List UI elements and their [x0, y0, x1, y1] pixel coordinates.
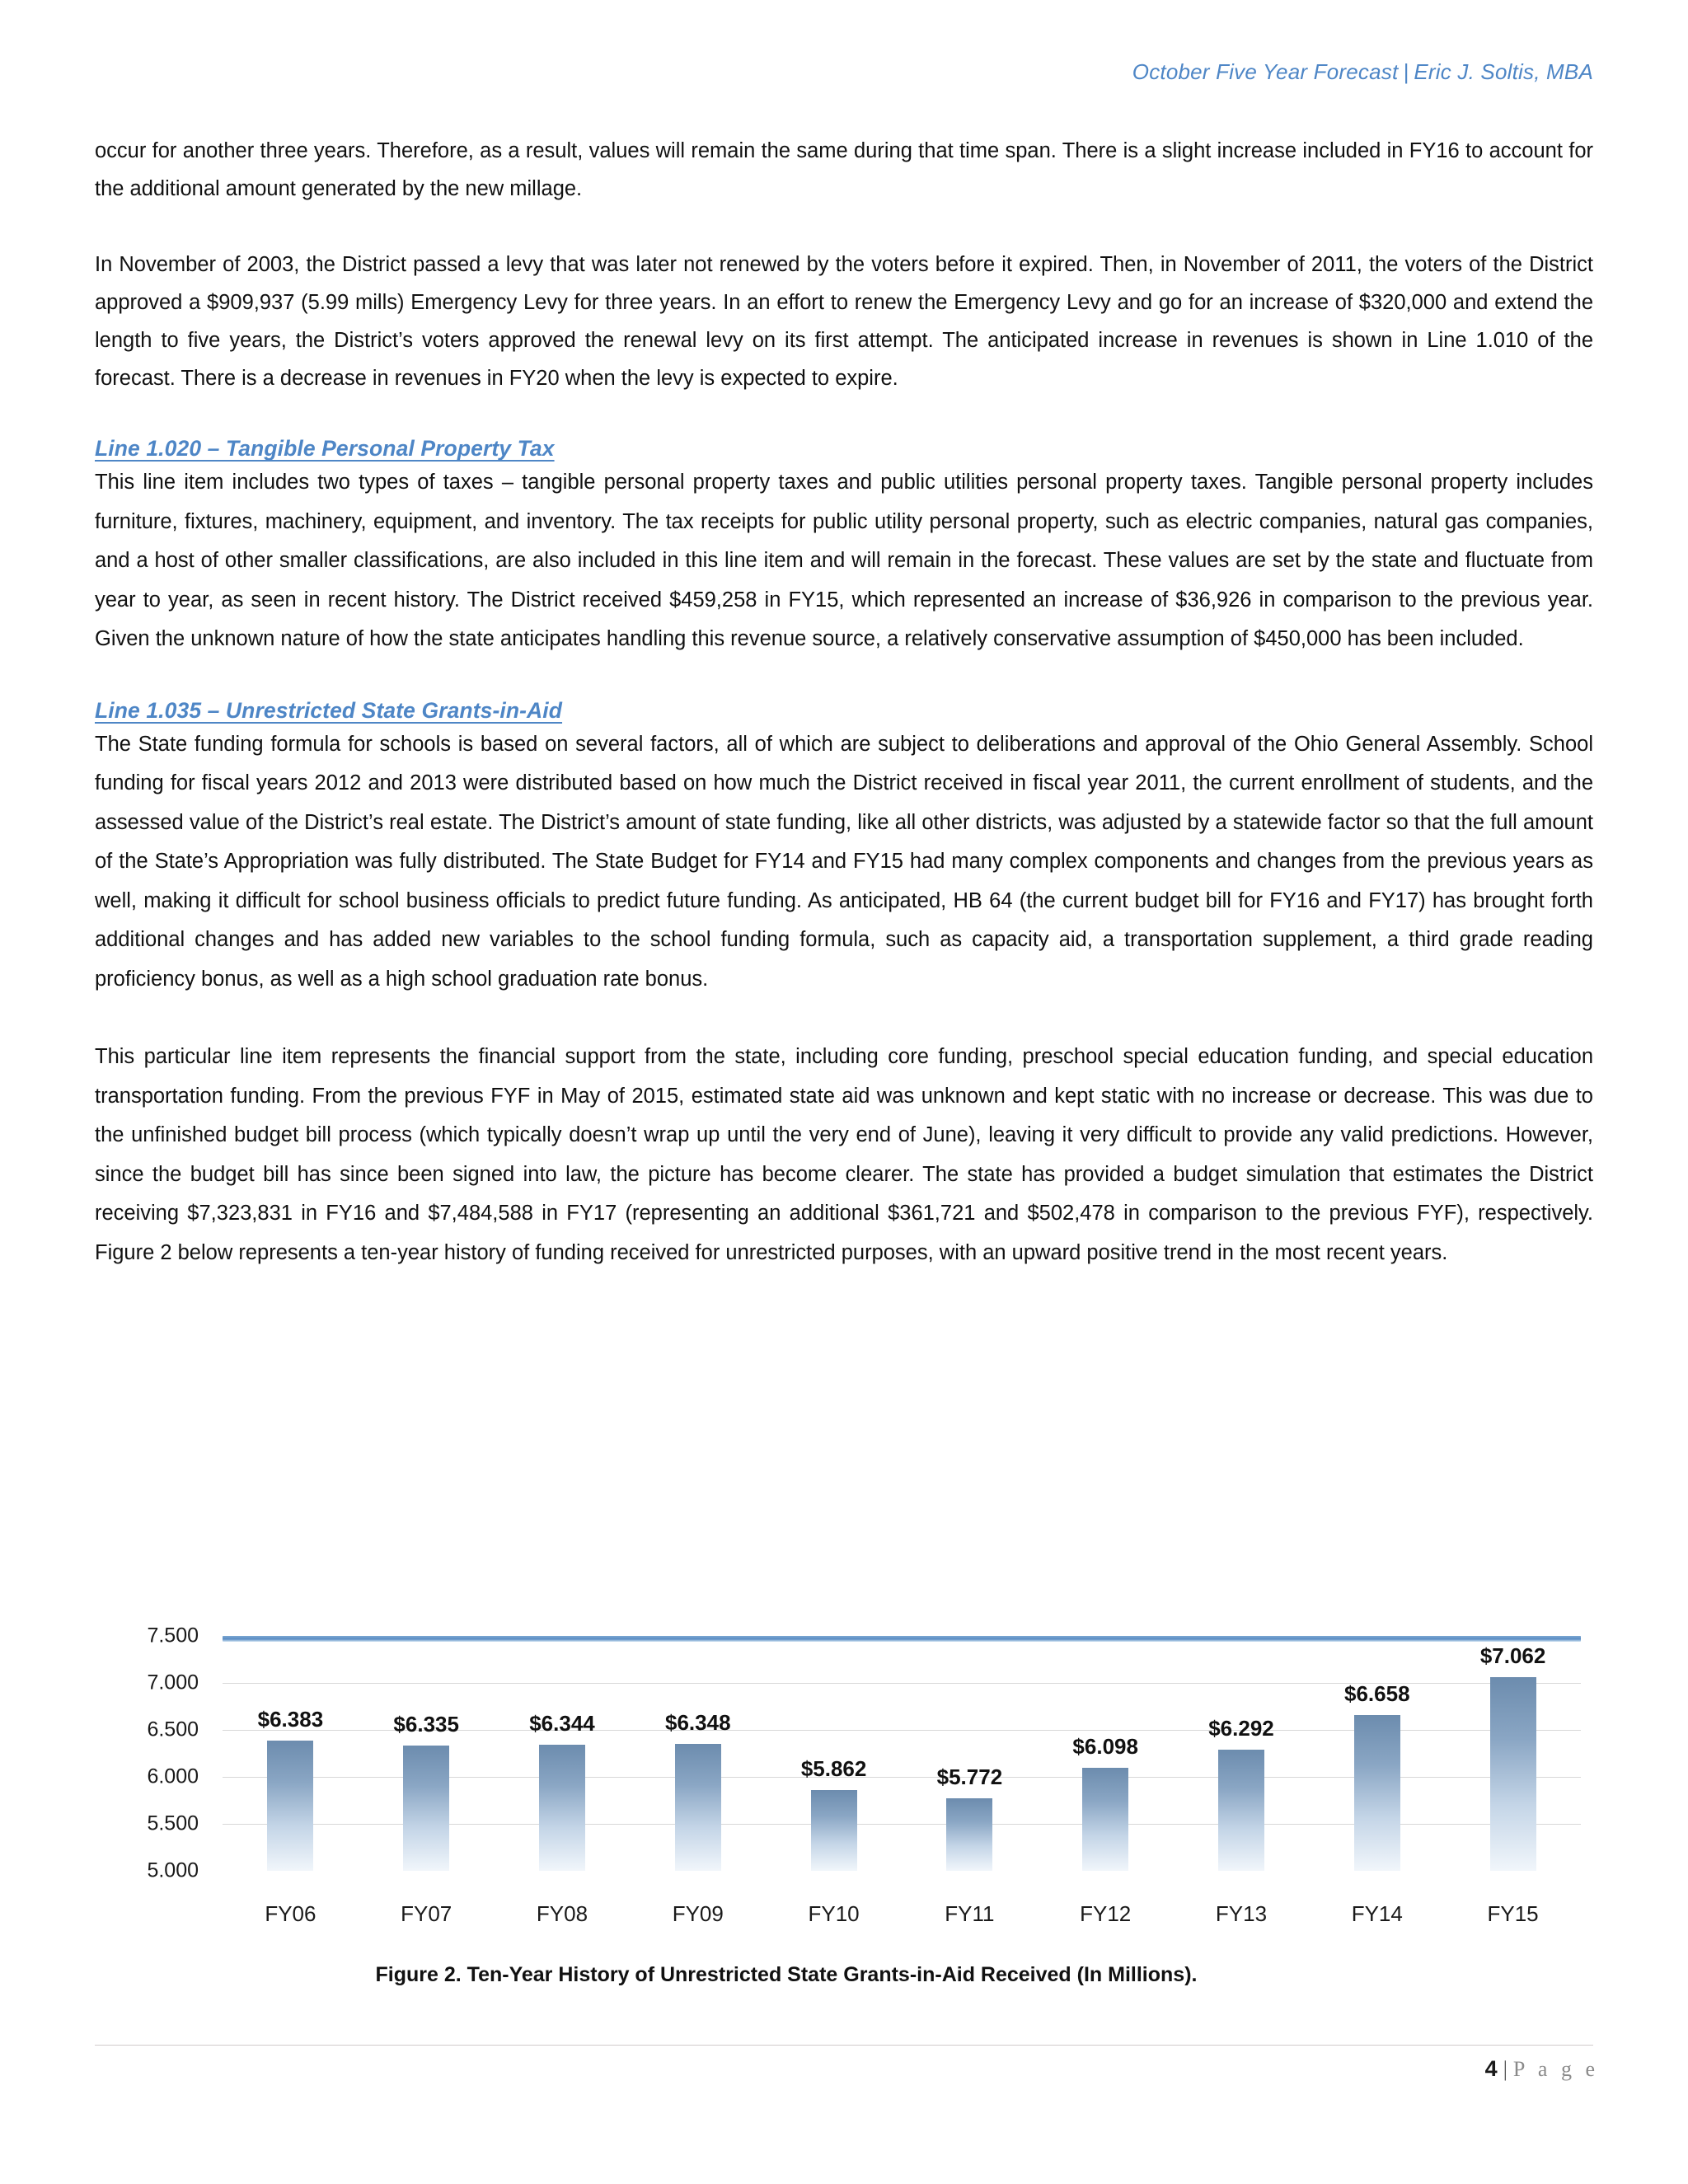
y-axis-tick-label: 5.000: [147, 1858, 199, 1882]
bar-slot: [223, 1636, 359, 1871]
x-label-slot: [1174, 1871, 1310, 1945]
bar-value-label: $6.348: [665, 1710, 731, 1736]
paragraph-continued: occur for another three years. Therefore, as a result, values will remain the same during that time span. There is a slight increase included in FY16 to account for the additional amount generated by the new millage.: [95, 139, 1593, 200]
x-label-slot: [1038, 1871, 1174, 1945]
section-spacer-1020: [95, 397, 1593, 436]
bar-value-label: $6.292: [1208, 1715, 1274, 1741]
document-body: [95, 132, 1593, 1272]
bar-slot: [902, 1636, 1038, 1871]
figure-2: [95, 1591, 1593, 1987]
bar-value-label: $7.062: [1479, 1643, 1546, 1668]
bar: [675, 1744, 721, 1871]
footer-page-word: P a g e: [1512, 2057, 1599, 2081]
bar: [267, 1741, 313, 1871]
x-axis-tick-label: FY08: [536, 1901, 588, 1926]
bar: [539, 1745, 585, 1871]
y-axis-tick-label: 6.500: [147, 1718, 199, 1741]
bar-slot: [630, 1636, 766, 1871]
x-label-slot: [359, 1871, 495, 1945]
x-axis-line: [223, 1636, 1581, 1642]
paragraph-spacer-2: [95, 999, 1593, 1038]
bar-value-label: $5.862: [800, 1755, 867, 1781]
header-separator: |: [1403, 59, 1409, 84]
figure-caption: Figure 2. Ten-Year History of Unrestricted State Grants-in-Aid Received (In Millions).: [375, 1963, 1198, 1986]
section-spacer-1035: [95, 659, 1593, 698]
x-label-slot: [495, 1871, 631, 1945]
paragraph-line-1035-first: The State funding formula for schools is based on several factors, all of which are subject to deliberations and approval of the Ohio General Assembly. School funding for fiscal years 2012 and 2013 were distributed based on how much the District received in fiscal year 2011, the current enrollment of students, and the assessed value of the District’s real estate. The District’s amount of state funding, like all other districts, was adjusted by a statewide factor so that the full amount of the State’s Appropriation was fully distributed. The State Budget for FY14 and FY15 had many complex components and changes from the previous years as well, making it difficult for school business officials to predict future funding. As anticipated, HB 64 (the current budget bill for FY16 and FY17) has brought forth additional changes and has added new variables to the school funding formula, such as capacity aid, a transportation supplement, a third grade reading proficiency bonus, as well as a high school graduation rate bonus.: [95, 732, 1593, 991]
bar-value-label: $6.098: [1072, 1733, 1138, 1759]
bar-value-label: $5.772: [936, 1765, 1003, 1789]
x-label-slot: [1445, 1871, 1581, 1945]
bar: [1490, 1677, 1536, 1871]
x-label-slot: [902, 1871, 1038, 1945]
bar-slot: [766, 1636, 902, 1871]
x-axis-tick-label: FY10: [808, 1901, 860, 1926]
document-header: [1132, 59, 1593, 85]
x-axis-tick-label: FY12: [1080, 1901, 1132, 1926]
y-axis-tick-label: 5.500: [147, 1811, 199, 1835]
footer-page-number: 4: [1484, 2056, 1498, 2081]
y-axis-labels: [95, 1624, 210, 1882]
bar-value-label: $6.344: [529, 1710, 595, 1736]
x-axis-tick-label: FY15: [1487, 1901, 1539, 1926]
paragraph-spacer: [95, 208, 1593, 246]
bar-slot: [495, 1636, 631, 1871]
header-title: October Five Year Forecast: [1132, 59, 1399, 84]
bar-slot: [1309, 1636, 1445, 1871]
bar: [811, 1790, 857, 1871]
bar-value-label: $6.335: [393, 1711, 459, 1736]
bar: [946, 1798, 992, 1871]
bar-chart: [95, 1591, 1593, 1945]
bar-value-label: $6.383: [257, 1707, 324, 1732]
footer-separator: |: [1503, 2057, 1507, 2081]
x-label-slot: [766, 1871, 902, 1945]
x-axis-tick-label: FY13: [1215, 1901, 1268, 1926]
x-axis-labels: [223, 1871, 1581, 1945]
x-axis-tick-label: FY06: [265, 1901, 316, 1926]
x-axis-tick-label: FY09: [672, 1901, 724, 1926]
page-footer: [1485, 2056, 1599, 2082]
bar: [1218, 1750, 1264, 1871]
bar: [403, 1746, 449, 1871]
bar-slot: [1038, 1636, 1174, 1871]
x-axis-tick-label: FY11: [945, 1901, 995, 1926]
y-axis-tick-label: 7.000: [147, 1671, 199, 1694]
heading-line-1020: Line 1.020 – Tangible Personal Property Tax: [95, 436, 555, 461]
x-label-slot: [630, 1871, 766, 1945]
x-label-slot: [223, 1871, 359, 1945]
bar-slot: [1445, 1636, 1581, 1871]
plot-area: [223, 1636, 1581, 1871]
bar-slot: [359, 1636, 495, 1871]
x-label-slot: [1309, 1871, 1445, 1945]
y-axis-tick-label: 7.500: [147, 1624, 199, 1647]
paragraph-levy-history: In November of 2003, the District passed a levy that was later not renewed by the voters before it expired. Then, in November of 2011, the voters of the District approved a $909,937 (5.99 mills) Emergency Levy for three years. In an effort to renew the Emergency Levy and go for an increase of $320,000 and extend the length to five years, the District’s voters approved the renewal levy on its first attempt. The anticipated increase in revenues is shown in Line 1.010 of the forecast. There is a decrease in revenues in FY20 when the levy is expected to expire.: [95, 253, 1593, 390]
bar-value-label: $6.658: [1344, 1681, 1410, 1706]
bar: [1354, 1715, 1400, 1871]
bar: [1082, 1768, 1128, 1871]
paragraph-line-1020: This line item includes two types of taxes – tangible personal property taxes and public utilities personal property taxes. Tangible personal property includes furniture, fixtures, machinery, equipment, and inventory. The tax receipts for public utility personal property, such as electric companies, natural gas companies, and a host of other smaller classifications, are also included in this line item and will remain in the forecast. These values are set by the state and fluctuate from year to year, as seen in recent history. The District received $459,258 in FY15, which represented an increase of $36,926 in comparison to the previous year. Given the unknown nature of how the state anticipates handling this revenue source, a relatively conservative assumption of $450,000 has been included.: [95, 471, 1593, 650]
x-axis-tick-label: FY14: [1351, 1901, 1403, 1926]
bar-slot: [1174, 1636, 1310, 1871]
bar-series: [223, 1636, 1581, 1871]
heading-line-1035: Line 1.035 – Unrestricted State Grants-in-Aid: [95, 697, 563, 723]
x-axis-tick-label: FY07: [401, 1901, 452, 1926]
header-author: Eric J. Soltis, MBA: [1414, 59, 1593, 84]
y-axis-tick-label: 6.000: [147, 1765, 199, 1788]
footer-divider: [95, 2045, 1593, 2046]
paragraph-line-1035-second: This particular line item represents the financial support from the state, including core funding, preschool special education funding, and special education transportation funding. From the previous FYF in May of 2015, estimated state aid was unknown and kept static with no increase or decrease. This was due to the unfinished budget bill process (which typically doesn’t wrap up until the very end of June), leaving it very difficult to provide any valid predictions. However, since the budget bill has since been signed into law, the picture has become clearer. The state has provided a budget simulation that estimates the District receiving $7,323,831 in FY16 and $7,484,588 in FY17 (representing an additional $361,721 and $502,478 in comparison to the previous FYF), respectively. Figure 2 below represents a ten-year history of funding received for unrestricted purposes, with an upward positive trend in the most recent years.: [95, 1045, 1593, 1264]
